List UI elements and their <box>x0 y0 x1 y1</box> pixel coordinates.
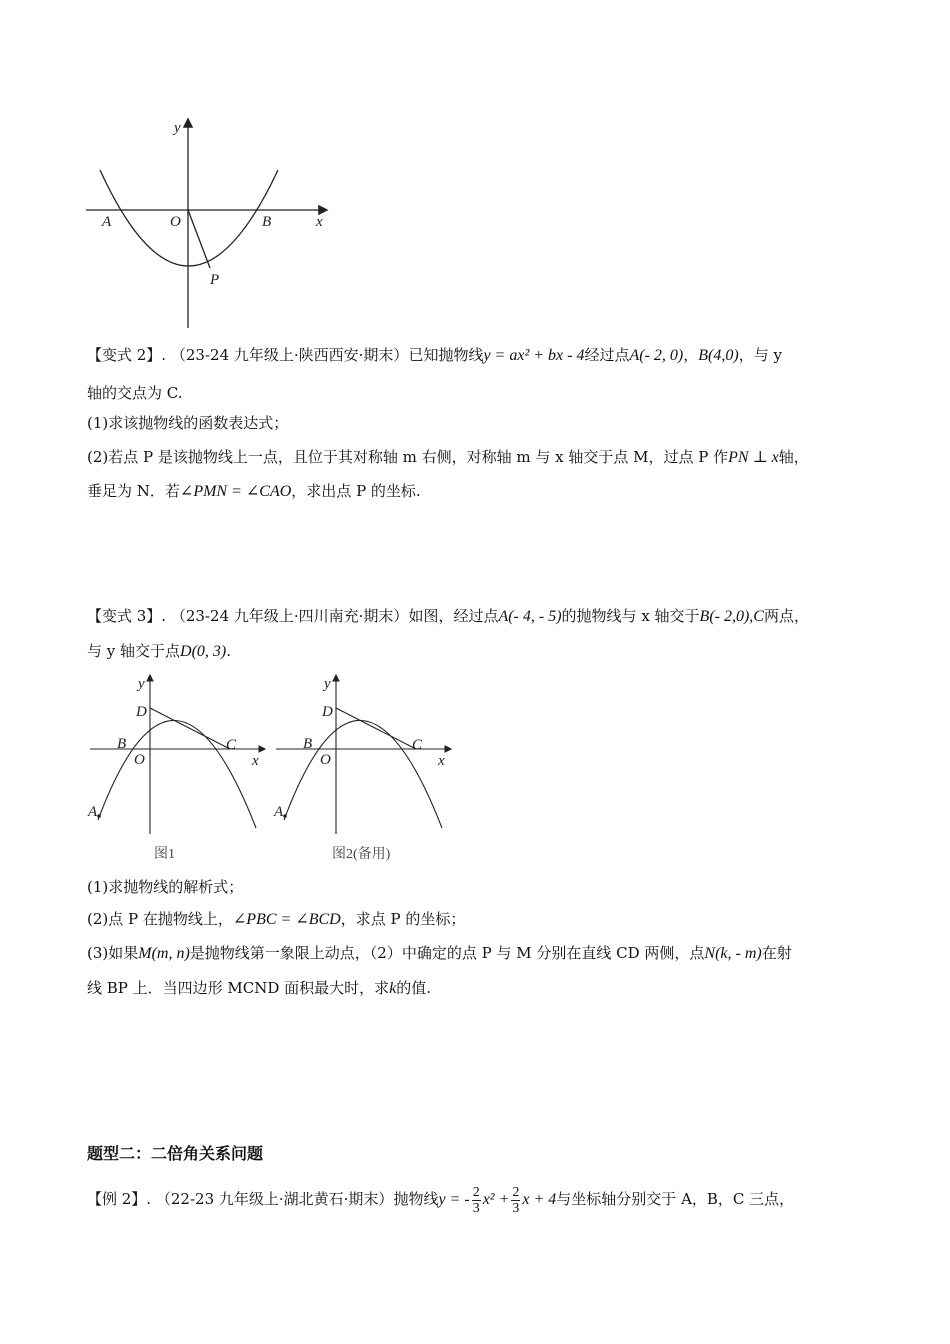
variant3-q2-angle: ∠PBC = ∠BCD <box>232 911 341 928</box>
variant3-mid: 的抛物线与 x 轴交于 <box>561 607 700 625</box>
section2-tag: 【例 2】. <box>87 1190 152 1208</box>
variant2-q2-line2 <box>87 480 421 503</box>
variant2-comma: ， <box>683 346 699 364</box>
point-a-dot <box>97 814 101 818</box>
section2-intro: 抛物线 <box>393 1190 439 1208</box>
variant3-source: （23-24 九年级上·四川南充·期末） <box>170 607 409 625</box>
label-y: y <box>174 120 181 136</box>
variant3-intro: 如图，经过点 <box>408 607 499 625</box>
label-c: C <box>226 737 237 753</box>
variant3-q3-line1 <box>87 942 792 965</box>
variant3-point-a: A(- 4, - 5) <box>498 608 562 625</box>
variant3-q3b: 是抛物线第一象限上动点，（2）中确定的点 P 与 M 分别在直线 CD 两侧，点 <box>189 944 705 962</box>
variant2-line2: 轴的交点为 C. <box>87 384 183 402</box>
variant2-q2c: 垂足为 N．若 <box>87 482 180 500</box>
variant2-source: （23-24 九年级上·陕西西安·期末） <box>170 346 409 364</box>
variant2-line1 <box>87 344 782 367</box>
label-o: O <box>134 752 145 768</box>
variant2-tail: ，与 y <box>738 346 782 364</box>
label-y: y <box>324 676 331 692</box>
variant3-q3-n: N(k, - m) <box>704 945 762 962</box>
section2-source: （22-23 九年级上·湖北黄石·期末） <box>155 1190 394 1208</box>
section2-heading: 题型二：二倍角关系问题 <box>87 1144 264 1163</box>
figure-caption-1: 图1 <box>154 847 175 862</box>
variant2-q1: (1)求该抛物线的函数表达式； <box>87 414 289 432</box>
variant3-point-d: D(0, 3) <box>180 643 227 660</box>
variant3-line2b: . <box>226 642 232 660</box>
label-o: O <box>170 214 181 230</box>
variant3-line2 <box>87 640 231 663</box>
label-o: O <box>320 752 331 768</box>
variant3-q3c: 在射 <box>761 944 792 962</box>
variant3-points-bc: B(- 2,0),C <box>699 608 764 625</box>
variant3-tail: 两点， <box>763 607 809 625</box>
section2-fraction-1: $\frac{2}{3}$ <box>472 1184 480 1216</box>
variant3-q3a: (3)如果 <box>87 944 139 962</box>
variant2-q2d: ，求出点 P 的坐标. <box>291 482 421 500</box>
variant2-point-a: A(- 2, 0) <box>629 347 684 364</box>
label-y: y <box>138 676 145 692</box>
variant2-q2-angle: ∠PMN = ∠CAO <box>179 483 292 500</box>
variant3-q1: (1)求抛物线的解析式； <box>87 878 244 896</box>
label-x: x <box>252 753 259 769</box>
segment-dc <box>336 708 416 749</box>
variant2-q2b: 轴， <box>778 448 809 466</box>
label-c: C <box>412 737 423 753</box>
section2-example-line <box>87 1182 794 1217</box>
variant3-q3-k: k <box>389 980 397 997</box>
variant2-point-b: B(4,0) <box>698 347 739 364</box>
variant3-q3e: 的值. <box>396 979 432 997</box>
section2-fraction-2: $\frac{2}{3}$ <box>512 1184 520 1216</box>
label-x: x <box>316 214 323 230</box>
variant3-q2 <box>87 908 465 931</box>
label-b: B <box>303 736 313 752</box>
variant2-tag: 【变式 2】. <box>87 346 167 364</box>
variant3-q3-line2 <box>87 977 431 1000</box>
figure-parabola-3 <box>270 672 460 868</box>
variant2-q2-line1 <box>87 446 809 469</box>
segment-op <box>188 210 210 268</box>
variant2-equation: y = ax² + bx - 4 <box>483 347 585 364</box>
variant3-q2a: (2)点 P 在抛物线上， <box>87 910 233 928</box>
segment-dc <box>150 708 230 749</box>
figure-parabola-1 <box>80 112 340 334</box>
label-b: B <box>262 214 272 230</box>
label-d: D <box>322 704 333 720</box>
variant3-q2b: ，求点 P 的坐标； <box>340 910 466 928</box>
label-p: P <box>210 272 220 288</box>
figure-parabola-2 <box>84 672 274 868</box>
variant3-q3-m: M(m, n) <box>138 945 190 962</box>
label-a: A <box>88 804 98 820</box>
parabola-curve <box>100 170 278 266</box>
variant3-tag: 【变式 3】. <box>87 607 167 625</box>
section2-eq-mid: x² + <box>482 1191 510 1208</box>
variant2-q2a: (2)若点 P 是该抛物线上一点，且位于其对称轴 m 右侧，对称轴 m 与 x 轴交于点 M，过点 P 作 <box>87 448 729 466</box>
section2-eq-rhs: x + 4 <box>522 1191 557 1208</box>
label-x: x <box>438 753 445 769</box>
variant2-pass: 经过点 <box>584 346 630 364</box>
figure-caption-2: 图2(备用) <box>332 847 391 862</box>
label-b: B <box>117 736 127 752</box>
label-d: D <box>136 704 147 720</box>
variant3-line2a: 与 y 轴交于点 <box>87 642 181 660</box>
point-a-dot <box>283 814 287 818</box>
section2-eq-lhs: y = - <box>438 1191 470 1208</box>
variant3-line1 <box>87 605 809 628</box>
variant2-q2-eq: PN ⊥ x <box>728 449 779 466</box>
label-a: A <box>274 804 284 820</box>
variant3-q3d: 线 BP 上．当四边形 MCND 面积最大时，求 <box>87 979 390 997</box>
variant2-intro: 已知抛物线 <box>408 346 484 364</box>
label-a: A <box>102 214 112 230</box>
section2-tail: 与坐标轴分别交于 A，B，C 三点， <box>556 1190 795 1208</box>
